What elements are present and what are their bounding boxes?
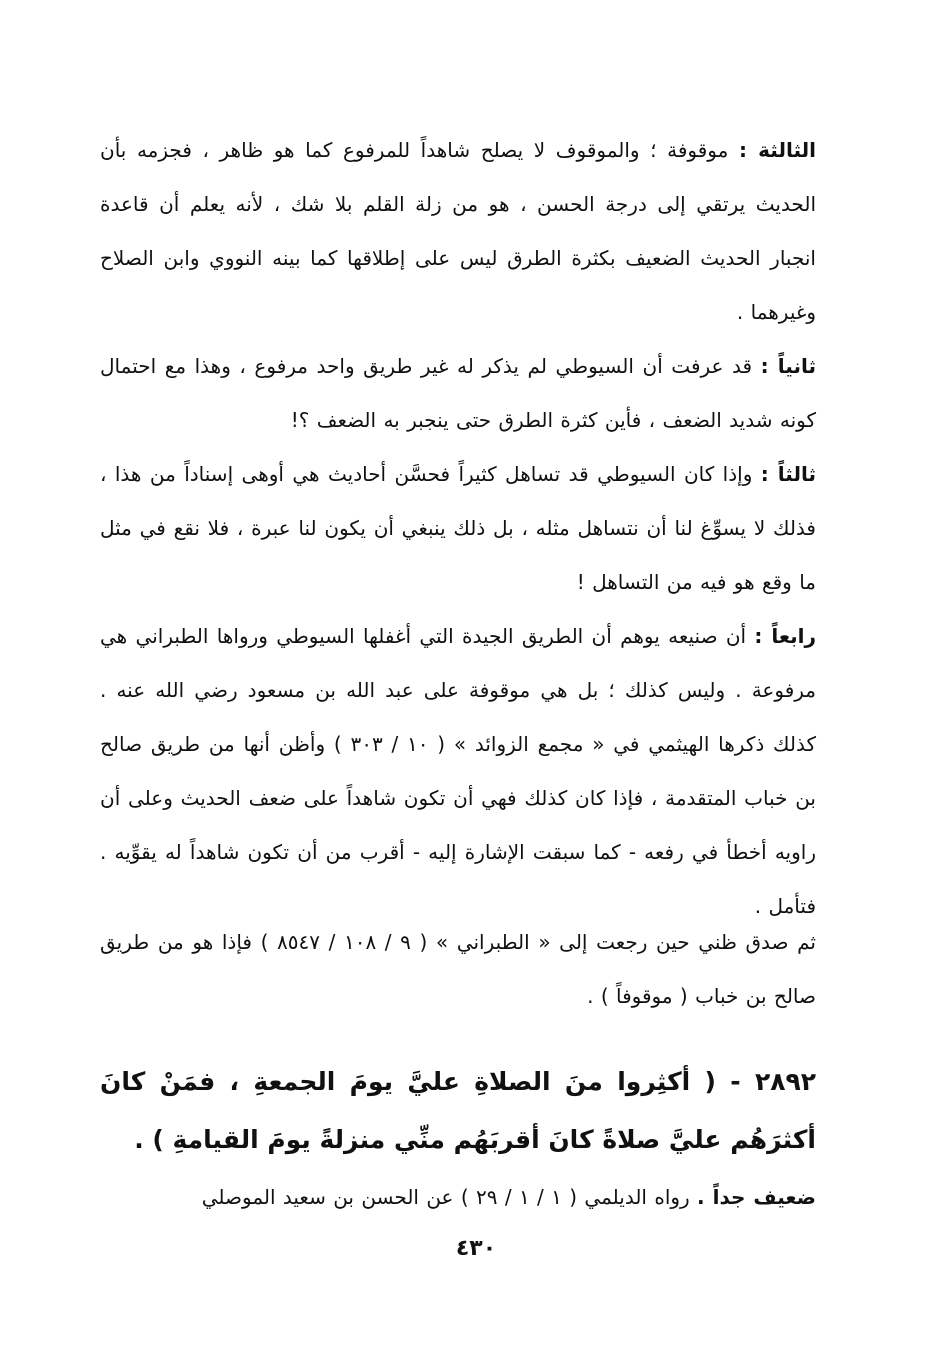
grading-text: رواه الديلمي ( ١ / ١ / ٢٩ ) عن الحسن بن سعيد الموصلي bbox=[201, 1185, 698, 1209]
paragraph-lead: الثالثة : bbox=[738, 138, 816, 162]
page-number: ٤٣٠ bbox=[455, 1236, 497, 1261]
paragraph-text: ثم صدق ظني حين رجعت إلى « الطبراني » ( ٩ / ١٠٨ / ٨٥٤٧ ) فإذا هو من طريق صالح بن خباب ( موقوفاً ) . bbox=[100, 930, 816, 1008]
paragraph-third-point bbox=[100, 123, 816, 339]
paragraph-text: أن صنيعه يوهم أن الطريق الجيدة التي أغفلها السيوطي ورواها الطبراني هي مرفوعة . وليس كذلك ؛ بل هي موقوفة على عبد الله بن مسعود رضي الله عنه . كذلك ذكرها الهيثمي في « مجمع الزوائد » ( ١٠ / ٣٠٣ ) وأظن أنها من طريق صالح بن خباب المتقدمة ، فإذا كان كذلك فهي أن تكون شاهداً على ضعف الحديث وعلى أن راويه أخطأ في رفعه - كما سبقت الإشارة إليه - أقرب من أن تكون شاهداً له يقوِّيه . فتأمل . bbox=[100, 624, 817, 918]
paragraph-text: قد عرفت أن السيوطي لم يذكر له غير طريق واحد مرفوع ، وهذا مع احتمال كونه شديد الضعف ، فأين كثرة الطرق حتى ينجبر به الضعف ؟! bbox=[100, 354, 816, 432]
paragraph-lead: رابعاً : bbox=[754, 624, 817, 648]
paragraph-text: موقوفة ؛ والموقوف لا يصلح شاهداً للمرفوع كما هو ظاهر ، فجزمه بأن الحديث يرتقي إلى درجة الحسن ، هو من زلة القلم بلا شك ، لأنه يعلم أن قاعدة انجبار الحديث الضعيف بكثرة الطرق ليس على إطلاقها كما بينه النووي وابن الصلاح وغيرهما . bbox=[100, 138, 816, 324]
paragraph-fourthly bbox=[100, 609, 816, 933]
grading-lead: ضعيف جداً . bbox=[697, 1185, 816, 1209]
hadith-text: ٢٨٩٢ - ( أكثِروا منَ الصلاةِ عليَّ يومَ الجمعةِ ، فمَنْ كانَ أكثرَهُم عليَّ صلاةً كانَ أقربَهُم منِّي منزلةً يومَ القيامةِ ) . bbox=[100, 1067, 816, 1154]
paragraph-lead: ثانياً : bbox=[760, 354, 816, 378]
paragraph-conclusion bbox=[100, 915, 816, 1023]
hadith-grading bbox=[100, 1170, 816, 1224]
paragraph-lead: ثالثاً : bbox=[760, 462, 816, 486]
paragraph-text: وإذا كان السيوطي قد تساهل كثيراً فحسَّن أحاديث هي أوهى إسناداً من هذا ، فذلك لا يسوِّغ لنا أن نتساهل مثله ، بل ذلك ينبغي أن يكون لنا عبرة ، فلا نقع في مثل ما وقع هو فيه من التساهل ! bbox=[100, 462, 816, 594]
paragraph-secondly bbox=[100, 339, 816, 447]
hadith-heading bbox=[100, 1053, 816, 1169]
paragraph-thirdly bbox=[100, 447, 816, 609]
